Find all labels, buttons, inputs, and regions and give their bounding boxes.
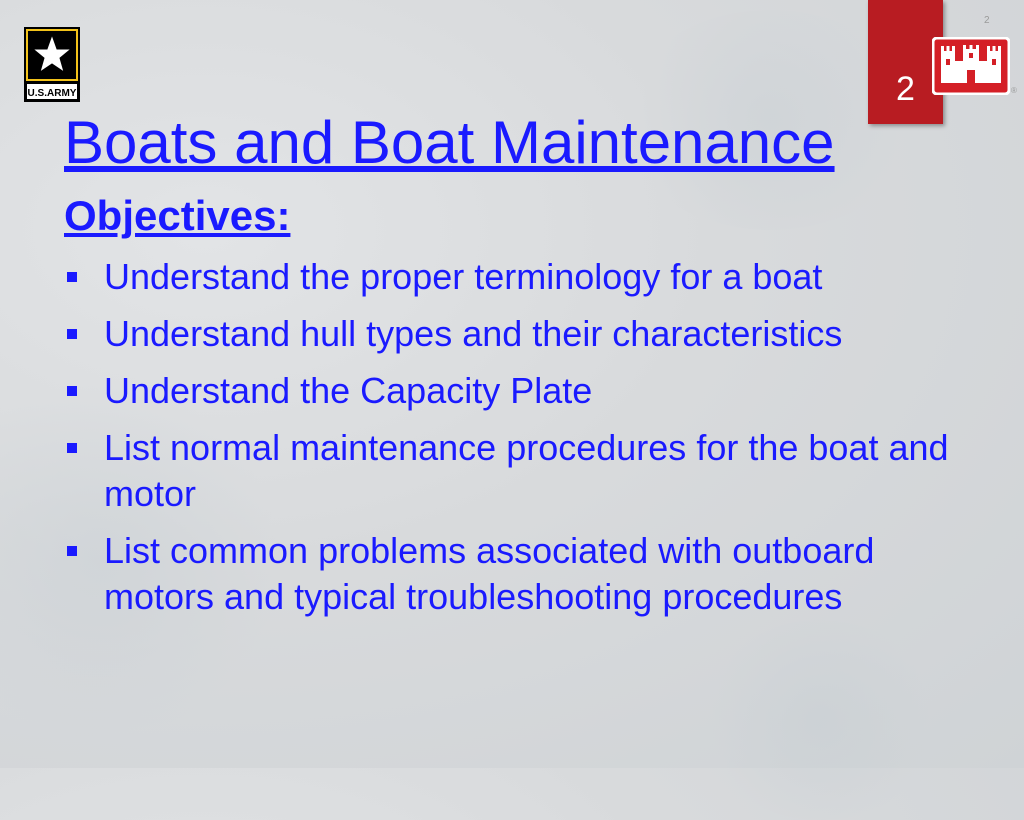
list-item <box>64 254 984 300</box>
corps-of-engineers-castle-icon <box>932 37 1010 95</box>
list-item-text: List normal maintenance procedures for the boat and motor <box>104 427 949 514</box>
registered-mark: ® <box>1011 86 1017 95</box>
square-bullet-icon <box>67 443 77 453</box>
army-logo-text: U.S.ARMY <box>27 88 77 99</box>
list-item <box>64 528 984 620</box>
list-item <box>64 425 984 517</box>
list-item-text: Understand the proper terminology for a boat <box>104 256 823 297</box>
objectives-list <box>64 254 984 631</box>
slide-subtitle: Objectives: <box>64 192 291 239</box>
square-bullet-icon <box>67 386 77 396</box>
list-item-text: Understand the Capacity Plate <box>104 370 593 411</box>
list-item-text: Understand hull types and their characteristics <box>104 313 843 354</box>
square-bullet-icon <box>67 329 77 339</box>
list-item <box>64 311 984 357</box>
square-bullet-icon <box>67 272 77 282</box>
square-bullet-icon <box>67 546 77 556</box>
background-decoration <box>700 620 940 820</box>
corner-page-number: 2 <box>984 15 990 26</box>
slide-title: Boats and Boat Maintenance <box>64 109 835 176</box>
us-army-star-icon <box>24 27 80 102</box>
page-number: 2 <box>896 70 915 108</box>
list-item <box>64 368 984 414</box>
list-item-text: List common problems associated with outboard motors and typical troubleshooting procedures <box>104 530 875 617</box>
